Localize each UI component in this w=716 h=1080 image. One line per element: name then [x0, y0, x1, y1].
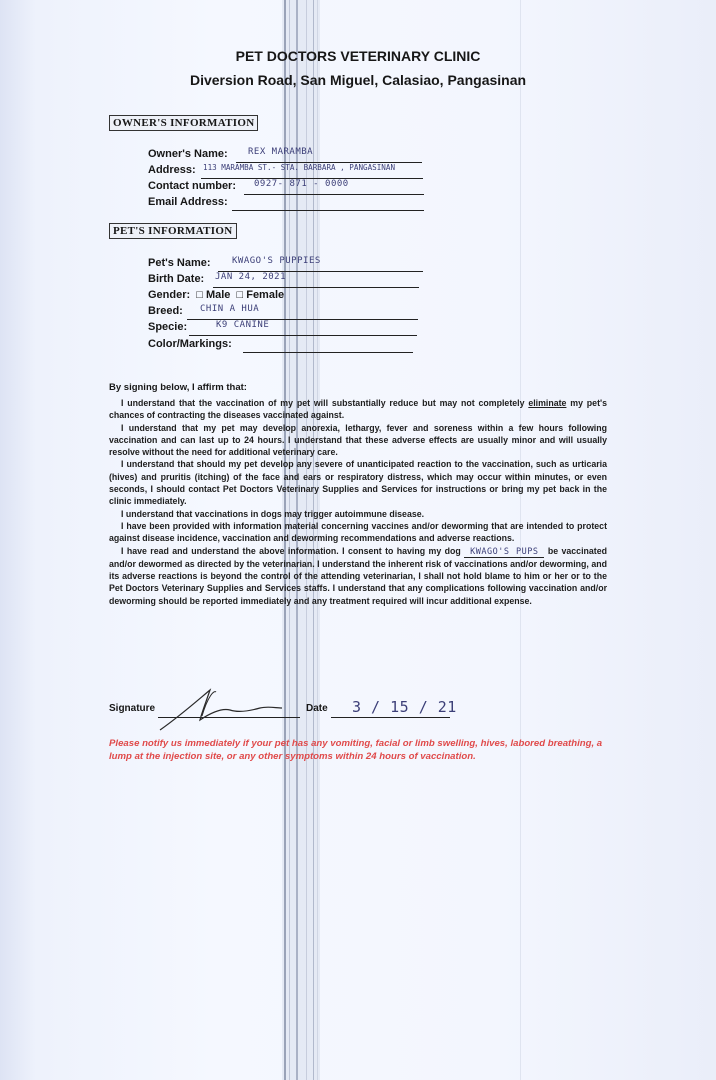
pet-name-label: Pet's Name: [148, 257, 211, 269]
date-value: 3 / 15 / 21 [352, 698, 457, 716]
owner-name-value: REX MARAMBA [248, 147, 314, 157]
consent-text: I have read and understand the above information. I consent to having my dog [121, 545, 465, 556]
breed-value: CHIN A HUA [200, 304, 260, 314]
breed-label: Breed: [148, 305, 183, 317]
pet-name-value: KWAGO'S PUPPIES [232, 256, 321, 266]
birth-date-row [148, 273, 204, 289]
female-label: Female [246, 289, 285, 301]
specie-value: K9 CANINE [216, 320, 270, 330]
consent-text: my pet's chances of contracting the diseases vaccinated against. [109, 398, 607, 421]
color-field[interactable] [243, 338, 413, 353]
date-label: Date [306, 703, 328, 714]
email-label: Email Address: [148, 196, 228, 208]
color-row [148, 338, 232, 354]
contact-row [148, 180, 236, 196]
clinic-name: PET DOCTORS VETERINARY CLINIC [235, 48, 481, 64]
consent-body [109, 397, 607, 607]
signature-label: Signature [109, 703, 156, 714]
owner-name-row [148, 148, 228, 164]
birth-date-label: Birth Date: [148, 273, 205, 285]
specie-label: Specie: [148, 321, 188, 333]
clinic-address: Diversion Road, San Miguel, Calasiao, Pangasinan [189, 72, 527, 88]
email-field[interactable] [232, 196, 424, 211]
affirm-heading: By signing below, I affirm that: [109, 382, 247, 393]
consent-paragraph: I have been provided with information material concerning vaccines and/or deworming that are intended to protect against disease incidence, vaccination and deworming recommendations and adverse reactions. [109, 520, 607, 544]
contact-value: 0927- 871 - 0000 [254, 179, 349, 189]
consent-underlined-word: eliminate [528, 398, 567, 408]
breed-row [148, 305, 183, 321]
warning-notice: Please notify us immediately if your pet has any vomiting, facial or limb swelling, hives, labored breathing, a lump at the injection site, or any other symptoms within 24 hours of vaccination. [109, 738, 603, 762]
color-label: Color/Markings: [148, 338, 232, 350]
consent-paragraph [109, 397, 607, 422]
consent-paragraph: I understand that my pet may develop anorexia, lethargy, fever and soreness within a few hours following vaccination and can last up to 24 hours. I understand that these adverse effects are usually minor and will usually resolve without the need for additional veterinary care. [109, 422, 607, 458]
gender-row [148, 289, 284, 305]
consent-paragraph: I understand that vaccinations in dogs may trigger autoimmune disease. [121, 508, 425, 519]
owner-section-title: OWNER'S INFORMATION [109, 115, 258, 131]
male-checkbox[interactable]: □ [196, 289, 203, 301]
male-label: Male [205, 289, 231, 301]
female-checkbox[interactable]: □ [236, 289, 244, 301]
signature-scribble [150, 686, 290, 736]
specie-row [148, 321, 187, 337]
owner-address-value: 113 MARAMBA ST.- STA. BARBARA , PANGASINAN [203, 163, 396, 172]
consent-text: be vaccinated and/or dewormed as directed by the veterinarian. I understand the inherent risk of vaccinations and/or deworming, and its adverse reactions is beyond the control of the attending veterinarian, I shall not hold blame to him or her or to the Pet Doctors Veterinary Supplies and Services staffs. I understand that any complications following vaccination and/or deworming should be reported immediately and any treatment required will incur additional expense. [109, 545, 607, 606]
pet-section-title: PET'S INFORMATION [109, 223, 237, 239]
owner-address-row [148, 164, 196, 180]
email-row [148, 196, 228, 212]
consent-paragraph [109, 545, 607, 607]
consent-paragraph: I understand that should my pet develop any severe of unanticipated reaction to the vaccination, such as urticaria (hives) and pruritis (itching) of the face and ears or respiratory distress, which may occur within minutes, or even seconds, I should contact Pet Doctors Veterinary Supplies and Services for instructions or bring my pet back in the clinic immediately. [109, 459, 607, 507]
dog-name-value[interactable]: KWAGO'S PUPS [464, 547, 544, 558]
pet-name-row [148, 257, 211, 273]
consent-text: I understand that the vaccination of my pet will substantially reduce but may not completely [121, 398, 529, 408]
birth-date-value: JAN 24, 2021 [215, 272, 287, 282]
gender-label: Gender: [148, 289, 191, 301]
owner-address-label: Address: [148, 164, 196, 176]
owner-name-label: Owner's Name: [148, 148, 228, 160]
contact-label: Contact number: [148, 180, 236, 192]
